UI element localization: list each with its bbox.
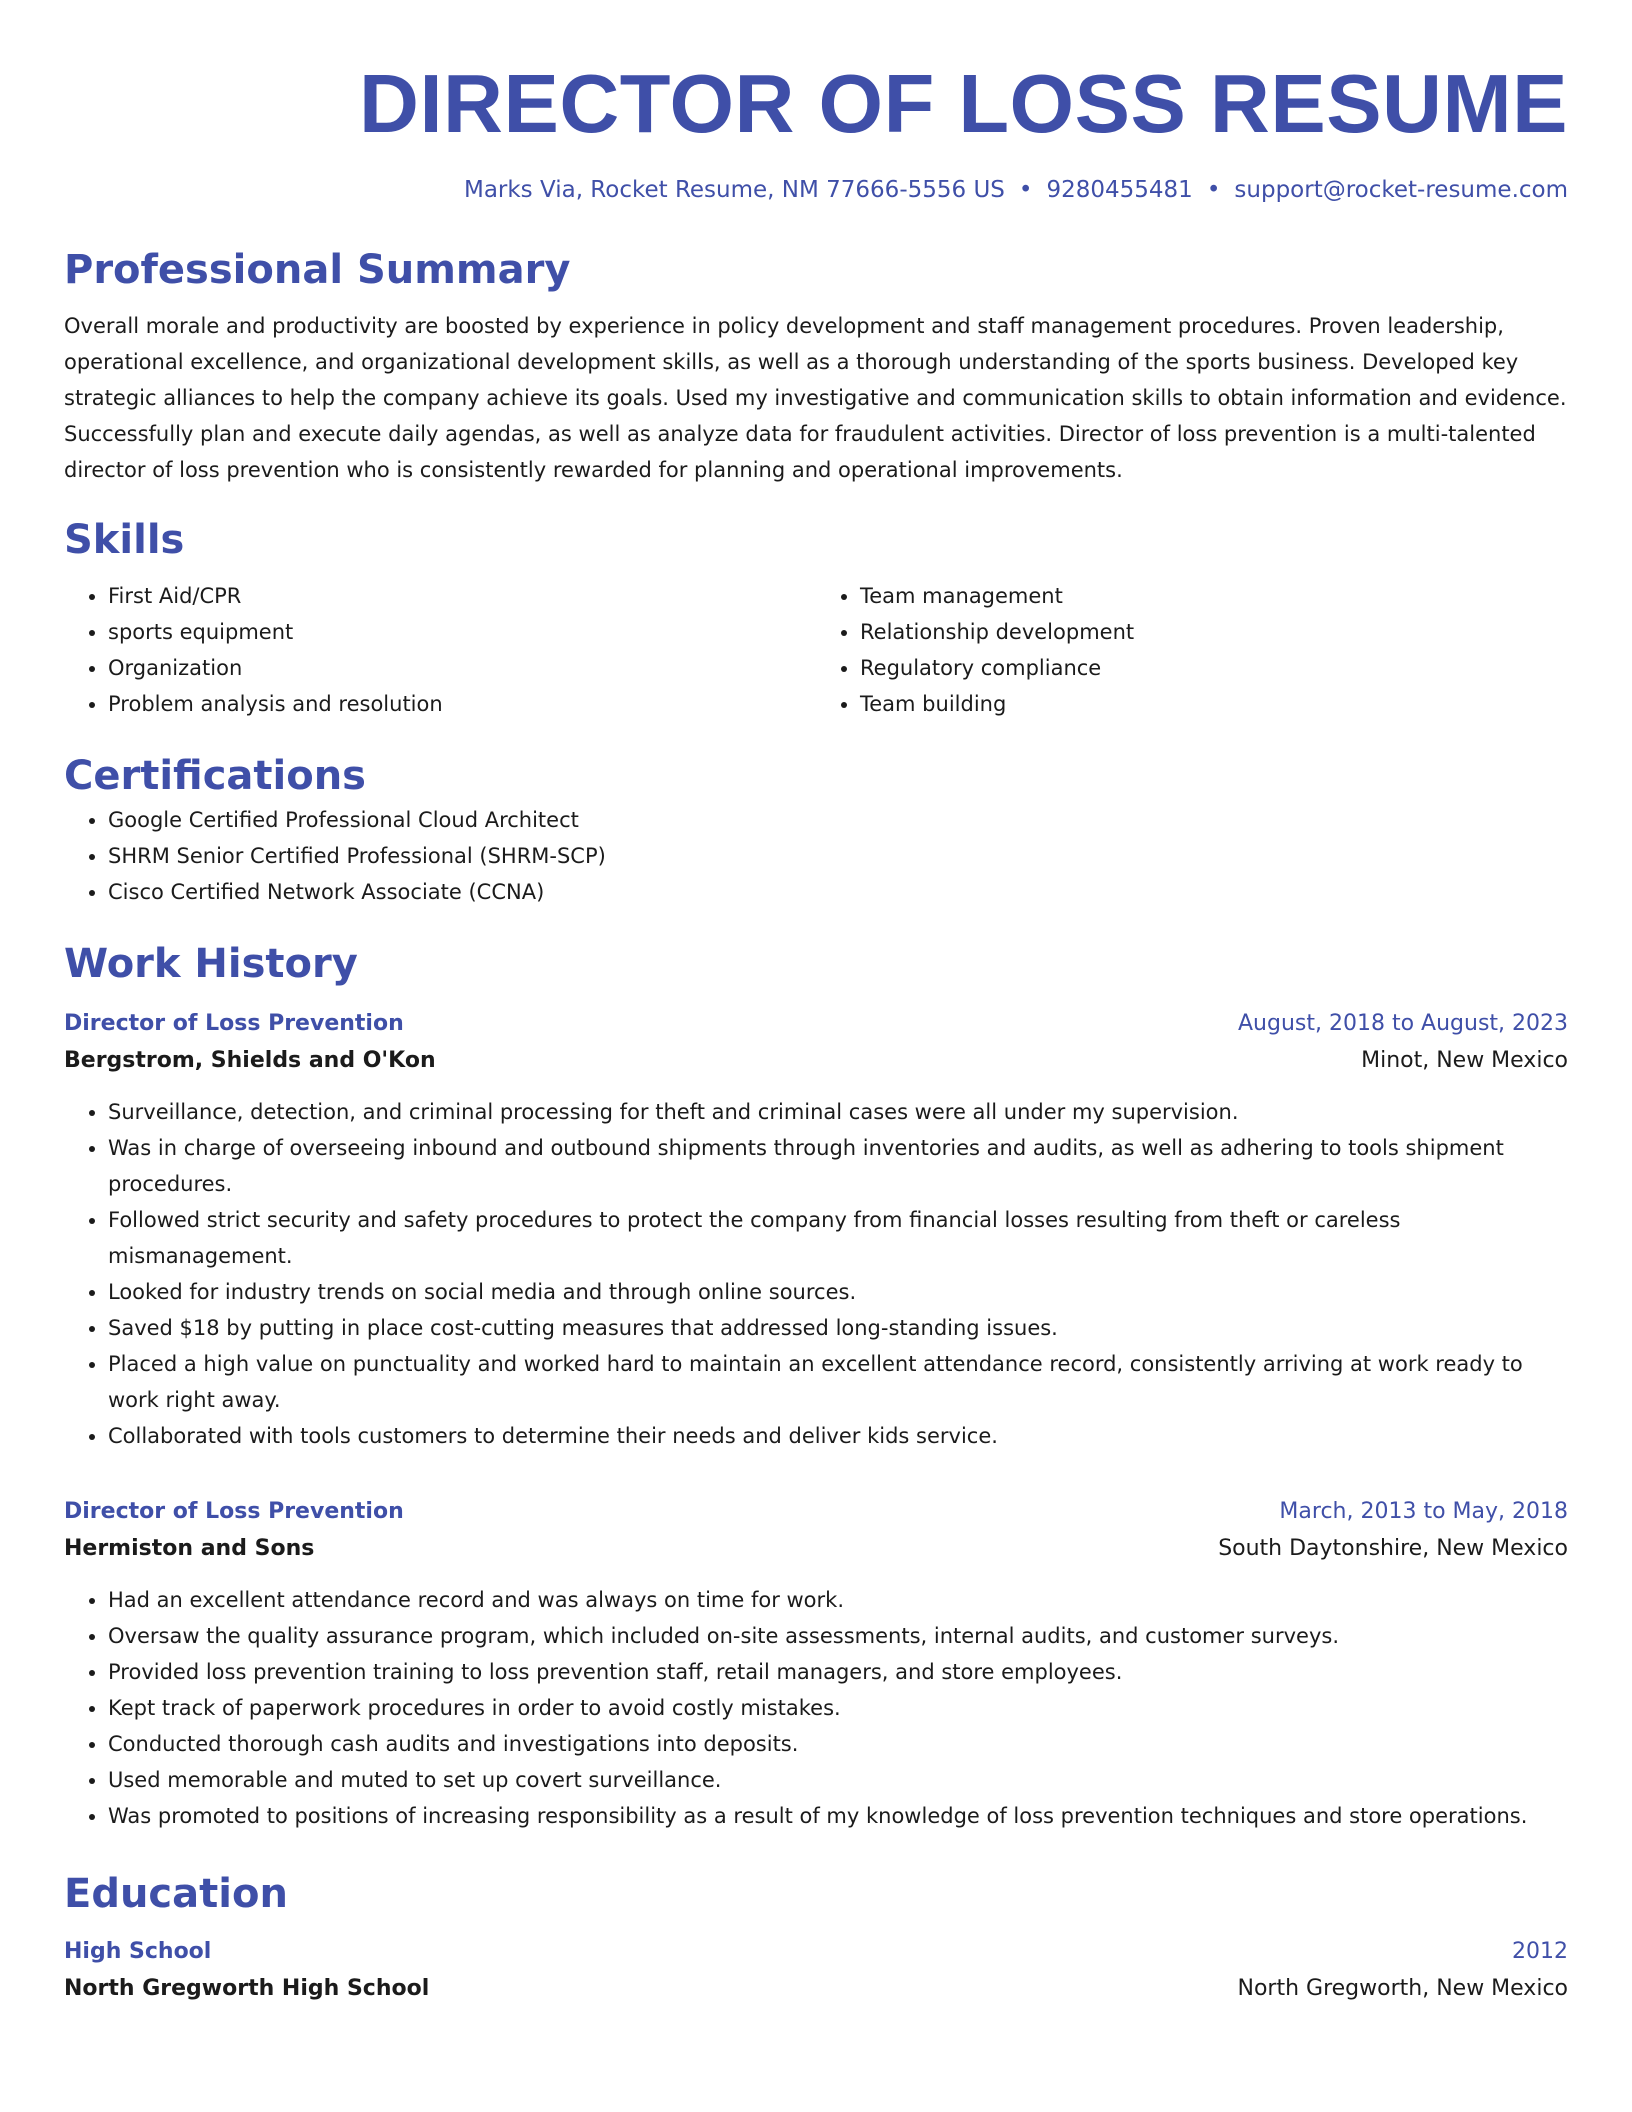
- list-item: • Provided loss prevention training to loss prevention staff, retail managers, and store employees.: [108, 1654, 1568, 1690]
- job-bullets: [64, 1582, 1568, 1834]
- list-item: • SHRM Senior Certified Professional (SHRM-SCP): [108, 838, 1568, 874]
- list-item: • Looked for industry trends on social media and through online sources.: [108, 1274, 1568, 1310]
- work-history-heading: Work History: [64, 941, 358, 987]
- job-entry: [64, 1006, 1568, 1454]
- resume-title: DIRECTOR OF LOSS RESUME: [359, 57, 1568, 150]
- list-item: • sports equipment: [108, 614, 816, 650]
- job-company: Hermiston and Sons: [64, 1536, 315, 1561]
- job-title: Director of Loss Prevention: [64, 1011, 404, 1036]
- certifications-heading: Certifications: [64, 753, 366, 799]
- job-company-row: [64, 1530, 1568, 1568]
- list-item: • Organization: [108, 650, 816, 686]
- list-item: • Conducted thorough cash audits and investigations into deposits.: [108, 1726, 1568, 1762]
- list-item: • Had an excellent attendance record and was always on time for work.: [108, 1582, 1568, 1618]
- job-location: Minot, New Mexico: [1361, 1048, 1568, 1073]
- contact-email[interactable]: support@rocket-resume.com: [1234, 177, 1568, 203]
- list-item: • Team building: [860, 686, 1568, 722]
- summary-text: Overall morale and productivity are boosted by experience in policy development and staff management procedures. Proven leadership, operational excellence, and organizational development skills, as well as a thorough understanding of the sports business. Developed key strategic alliances to help the company achieve its goals. Used my investigative and communication skills to obtain information and evidence. Successfully plan and execute daily agendas, as well as analyze data for fraudulent activities. Director of loss prevention is a multi-talented director of loss prevention who is consistently rewarded for planning and operational improvements.: [64, 314, 1567, 482]
- list-item: • Problem analysis and resolution: [108, 686, 816, 722]
- job-header-row: [64, 1494, 1568, 1530]
- job-title: Director of Loss Prevention: [64, 1499, 404, 1524]
- skills-right-list: [816, 578, 1568, 722]
- list-item: • Regulatory compliance: [860, 650, 1568, 686]
- list-item: • Oversaw the quality assurance program, which included on-site assessments, internal audits, and customer surveys.: [108, 1618, 1568, 1654]
- job-header-row: [64, 1006, 1568, 1042]
- list-item: • Was promoted to positions of increasing responsibility as a result of my knowledge of loss prevention techniques and store operations.: [108, 1798, 1568, 1834]
- education-school-row: [64, 1970, 1568, 2008]
- education-year: 2012: [1512, 1939, 1568, 1964]
- skills-grid: [64, 578, 1568, 722]
- contact-separator: •: [1206, 177, 1221, 203]
- list-item: • Relationship development: [860, 614, 1568, 650]
- contact-phone[interactable]: 9280455481: [1046, 177, 1193, 203]
- summary-heading: Professional Summary: [64, 247, 571, 293]
- job-company-row: [64, 1042, 1568, 1080]
- job-entry: [64, 1494, 1568, 1834]
- job-dates: August, 2018 to August, 2023: [1238, 1011, 1568, 1036]
- job-dates: March, 2013 to May, 2018: [1279, 1499, 1568, 1524]
- job-bullets: [64, 1094, 1568, 1454]
- job-company: Bergstrom, Shields and O'Kon: [64, 1048, 436, 1073]
- education-entry: [64, 1934, 1568, 2008]
- list-item: • Used memorable and muted to set up covert surveillance.: [108, 1762, 1568, 1798]
- education-location: North Gregworth, New Mexico: [1237, 1976, 1568, 2001]
- education-header-row: [64, 1934, 1568, 1970]
- skills-heading: Skills: [64, 517, 185, 563]
- education-school: North Gregworth High School: [64, 1976, 430, 2001]
- certifications-list: [64, 802, 1568, 910]
- list-item: • Google Certified Professional Cloud Architect: [108, 802, 1568, 838]
- list-item: • Was in charge of overseeing inbound and outbound shipments through inventories and audits, as well as adhering to tools shipment procedures.: [108, 1130, 1568, 1202]
- education-degree: High School: [64, 1939, 212, 1964]
- contact-line: [64, 174, 1568, 206]
- list-item: • Saved $18 by putting in place cost-cutting measures that addressed long-standing issues.: [108, 1310, 1568, 1346]
- list-item: • First Aid/CPR: [108, 578, 816, 614]
- contact-address: Marks Via, Rocket Resume, NM 77666-5556 US: [463, 177, 1005, 203]
- job-location: South Daytonshire, New Mexico: [1218, 1536, 1568, 1561]
- list-item: • Cisco Certified Network Associate (CCNA): [108, 874, 1568, 910]
- education-heading: Education: [64, 1871, 288, 1917]
- list-item: • Surveillance, detection, and criminal processing for theft and criminal cases were all under my supervision.: [108, 1094, 1568, 1130]
- list-item: • Collaborated with tools customers to determine their needs and deliver kids service.: [108, 1418, 1568, 1454]
- list-item: • Followed strict security and safety procedures to protect the company from financial losses resulting from theft or careless mismanagement.: [108, 1202, 1568, 1274]
- list-item: • Placed a high value on punctuality and worked hard to maintain an excellent attendance record, consistently arriving at work ready to work right away.: [108, 1346, 1568, 1418]
- skills-left-list: [64, 578, 816, 722]
- list-item: • Team management: [860, 578, 1568, 614]
- contact-separator: •: [1018, 177, 1033, 203]
- list-item: • Kept track of paperwork procedures in order to avoid costly mistakes.: [108, 1690, 1568, 1726]
